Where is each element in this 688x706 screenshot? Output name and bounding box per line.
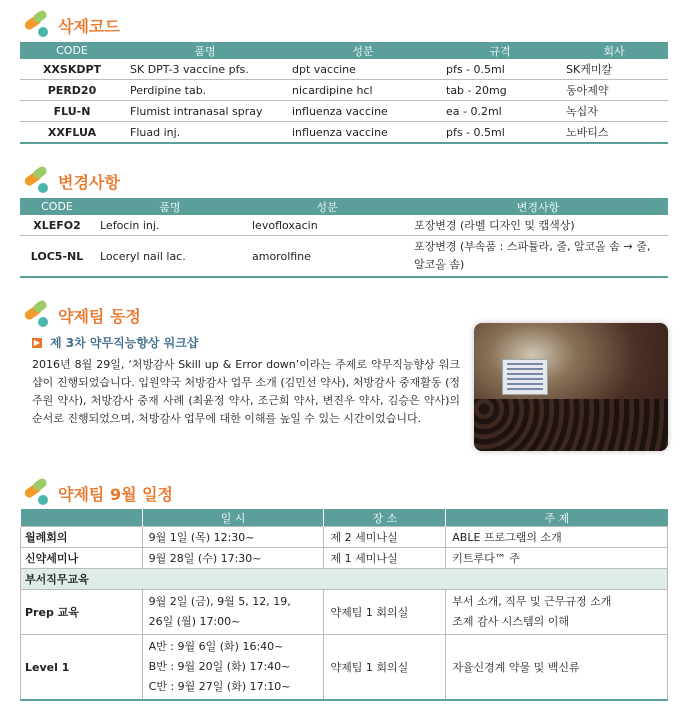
deleted-codes-table (20, 42, 668, 144)
pill-icon (20, 168, 52, 194)
table-header-row (20, 198, 668, 215)
ingredient-cell: amorolfine (246, 236, 408, 278)
workshop-paragraph: 2016년 8월 29일, ‘처방감사 Skill up & Error down’이라는 주제로 약무직능향상 워크샵이 진행되었습니다. 입원약국 처방감사 업무 소개 (김민선 약사), 처방감사 중재활동 (정주원 약사), 처방감사 중재 사례 (최윤정 약사, 조근희 약사, 변진우 약사, 김승은 약사)의 순서로 진행되었으며, 처방감사 업무에 대한 이해를 높일 수 있는 시간이었습니다. (32, 358, 460, 425)
topic-cell (446, 590, 668, 635)
code-cell: XLEFO2 (20, 215, 94, 236)
table-header-row (20, 42, 668, 59)
section-title: 삭제코드 (58, 16, 120, 36)
header-cell: 변경사항 (408, 198, 668, 215)
name-cell: Lefocin inj. (94, 215, 246, 236)
section-header-team-news (20, 300, 141, 330)
pill-icon (20, 302, 52, 328)
header-cell: 품명 (94, 198, 246, 215)
section-title: 약제팀 동정 (58, 306, 141, 326)
header-cell: 품명 (124, 42, 286, 59)
code-cell: XXSKDPT (20, 59, 124, 80)
ingredient-cell: levofloxacin (246, 215, 408, 236)
schedule-table (20, 509, 668, 701)
workshop-subtitle (32, 334, 198, 351)
topic-cell: 자율신경계 약물 및 백신류 (446, 635, 668, 701)
topic-line: 조제 감사 시스템의 이해 (452, 615, 570, 628)
header-cell: 회사 (560, 42, 668, 59)
date-line: C반 : 9월 27일 (화) 17:10~ (148, 680, 291, 693)
spec-cell: pfs - 0.5ml (440, 59, 560, 80)
workshop-photo (474, 323, 668, 451)
company-cell: SK케미칼 (560, 59, 668, 80)
header-cell: CODE (20, 198, 94, 215)
header-cell: 주 제 (446, 509, 668, 527)
date-line: B반 : 9월 20일 (화) 17:40~ (148, 660, 291, 673)
projector-screen (502, 359, 548, 395)
change-cell: 포장변경 (라벨 디자인 및 캡색상) (408, 215, 668, 236)
pill-icon (20, 480, 52, 506)
name-cell: Loceryl nail lac. (94, 236, 246, 278)
header-cell: 성분 (286, 42, 440, 59)
audience-silhouettes (474, 399, 668, 451)
ingredient-cell: influenza vaccine (286, 101, 440, 122)
header-cell: 일 시 (142, 509, 324, 527)
table-row (20, 215, 668, 236)
table-row (20, 80, 668, 101)
table-row (21, 548, 668, 569)
company-cell: 녹십자 (560, 101, 668, 122)
table-row (21, 527, 668, 548)
event-label: Level 1 (21, 635, 143, 701)
event-label: 신약세미나 (21, 548, 143, 569)
changes-table (20, 198, 668, 278)
table-row (20, 236, 668, 278)
place-cell: 약제팀 1 회의실 (324, 590, 446, 635)
event-label: 월례회의 (21, 527, 143, 548)
ingredient-cell: dpt vaccine (286, 59, 440, 80)
section-header-changes (20, 166, 120, 196)
spec-cell: pfs - 0.5ml (440, 122, 560, 144)
section-header-deleted-codes (20, 10, 120, 40)
header-cell: 성분 (246, 198, 408, 215)
topic-cell: ABLE 프로그램의 소개 (446, 527, 668, 548)
pill-icon (20, 12, 52, 38)
subsection-label: 부서직무교육 (21, 569, 668, 590)
date-cell: 9월 28일 (수) 17:30~ (142, 548, 324, 569)
table-row (20, 59, 668, 80)
arrow-box-icon: ▶ (33, 337, 41, 347)
table-header-row (21, 509, 668, 527)
spec-cell: ea - 0.2ml (440, 101, 560, 122)
table-row (20, 122, 668, 144)
date-cell: 9월 1일 (목) 12:30~ (142, 527, 324, 548)
ingredient-cell: nicardipine hcl (286, 80, 440, 101)
date-line: A반 : 9월 6일 (화) 16:40~ (148, 640, 284, 653)
date-line: 26일 (월) 17:00~ (148, 615, 241, 628)
header-cell: CODE (20, 42, 124, 59)
section-title: 약제팀 9월 일정 (58, 484, 174, 504)
ingredient-cell: influenza vaccine (286, 122, 440, 144)
code-cell: FLU-N (20, 101, 124, 122)
code-cell: XXFLUA (20, 122, 124, 144)
code-cell: LOC5-NL (20, 236, 94, 278)
name-cell: SK DPT-3 vaccine pfs. (124, 59, 286, 80)
subsection-row (21, 569, 668, 590)
change-cell: 포장변경 (부속품 : 스파튤라, 줄, 알코올 솜 → 줄, 알코올 솜) (408, 236, 668, 278)
table-row (21, 590, 668, 635)
place-cell: 제 2 세미나실 (324, 527, 446, 548)
date-cell (142, 635, 324, 701)
name-cell: Fluad inj. (124, 122, 286, 144)
subtitle-text: 제 3차 약무직능향상 워크샵 (50, 336, 199, 350)
date-line: 9월 2일 (금), 9월 5, 12, 19, (148, 595, 291, 608)
event-label: Prep 교육 (21, 590, 143, 635)
section-header-schedule (20, 478, 173, 508)
place-cell: 제 1 세미나실 (324, 548, 446, 569)
topic-cell: 키트루다™ 주 (446, 548, 668, 569)
code-cell: PERD20 (20, 80, 124, 101)
table-row (20, 101, 668, 122)
name-cell: Flumist intranasal spray (124, 101, 286, 122)
place-cell: 약제팀 1 회의실 (324, 635, 446, 701)
spec-cell: tab - 20mg (440, 80, 560, 101)
company-cell: 동아제약 (560, 80, 668, 101)
topic-line: 부서 소개, 직무 및 근무규정 소개 (452, 595, 612, 608)
company-cell: 노바티스 (560, 122, 668, 144)
header-cell: 장 소 (324, 509, 446, 527)
header-cell (21, 509, 143, 527)
date-cell (142, 590, 324, 635)
table-row (21, 635, 668, 701)
section-title: 변경사항 (58, 172, 120, 192)
name-cell: Perdipine tab. (124, 80, 286, 101)
header-cell: 규격 (440, 42, 560, 59)
